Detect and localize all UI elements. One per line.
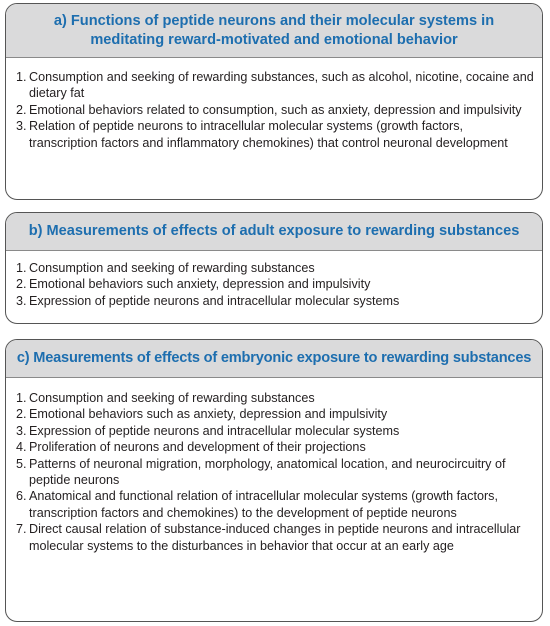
item-text: Proliferation of neurons and development of their projections <box>29 440 366 455</box>
list-item <box>16 293 534 309</box>
item-list <box>6 378 542 554</box>
item-number: 7. <box>16 522 27 537</box>
item-number: 2. <box>16 407 27 422</box>
list-item <box>16 390 534 406</box>
panel-embryonic-exposure <box>5 339 543 622</box>
list-item <box>16 118 534 151</box>
list-item <box>16 69 534 102</box>
item-text: Patterns of neuronal migration, morphology, anatomical location, and neurocircuitry of peptide neurons <box>29 456 506 488</box>
item-number: 3. <box>16 293 27 308</box>
item-text: Emotional behaviors such anxiety, depression and impulsivity <box>29 277 371 292</box>
panel-title: a) Functions of peptide neurons and their molecular systems in meditating reward-motivated and emotional behavior <box>6 4 542 58</box>
panel-adult-exposure <box>5 212 543 324</box>
item-number: 3. <box>16 119 27 134</box>
item-text: Direct causal relation of substance-induced changes in peptide neurons and intracellular molecular systems to the disturbances in behavior that occur at an early age <box>29 522 521 553</box>
panel-title: b) Measurements of effects of adult exposure to rewarding substances <box>6 213 542 251</box>
item-text: Relation of peptide neurons to intracellular molecular systems (growth factors, transcription factors and inflammatory chemokines) that control neuronal development <box>29 119 508 150</box>
item-list <box>6 251 542 309</box>
list-item <box>16 488 534 521</box>
panel-title: c) Measurements of effects of embryonic exposure to rewarding substances <box>6 340 542 378</box>
list-item <box>16 260 534 276</box>
list-item <box>16 521 534 554</box>
item-number: 1. <box>16 391 27 405</box>
item-text: Emotional behaviors such as anxiety, depression and impulsivity <box>29 407 388 422</box>
item-text: Consumption and seeking of rewarding substances <box>29 261 315 275</box>
item-text: Emotional behaviors related to consumption, such as anxiety, depression and impulsivity <box>29 102 522 117</box>
item-number: 6. <box>16 489 27 504</box>
item-text: Expression of peptide neurons and intracellular molecular systems <box>29 423 400 438</box>
item-number: 2. <box>16 102 27 117</box>
list-item <box>16 406 534 422</box>
item-number: 1. <box>16 70 27 84</box>
item-number: 5. <box>16 456 27 471</box>
list-item <box>16 439 534 455</box>
item-number: 3. <box>16 423 27 438</box>
item-number: 1. <box>16 261 27 275</box>
list-item <box>16 423 534 439</box>
list-item <box>16 276 534 292</box>
panel-functions <box>5 3 543 200</box>
list-item <box>16 102 534 118</box>
item-text: Expression of peptide neurons and intracellular molecular systems <box>29 293 400 308</box>
item-number: 2. <box>16 277 27 292</box>
item-text: Consumption and seeking of rewarding substances <box>29 391 315 405</box>
item-text: Consumption and seeking of rewarding substances, such as alcohol, nicotine, cocaine and dietary fat <box>29 70 534 101</box>
list-item <box>16 456 534 489</box>
item-number: 4. <box>16 440 27 455</box>
item-list <box>6 58 542 151</box>
item-text: Anatomical and functional relation of intracellular molecular systems (growth factors, transcription factors and chemokines) to the development of peptide neurons <box>29 489 498 520</box>
